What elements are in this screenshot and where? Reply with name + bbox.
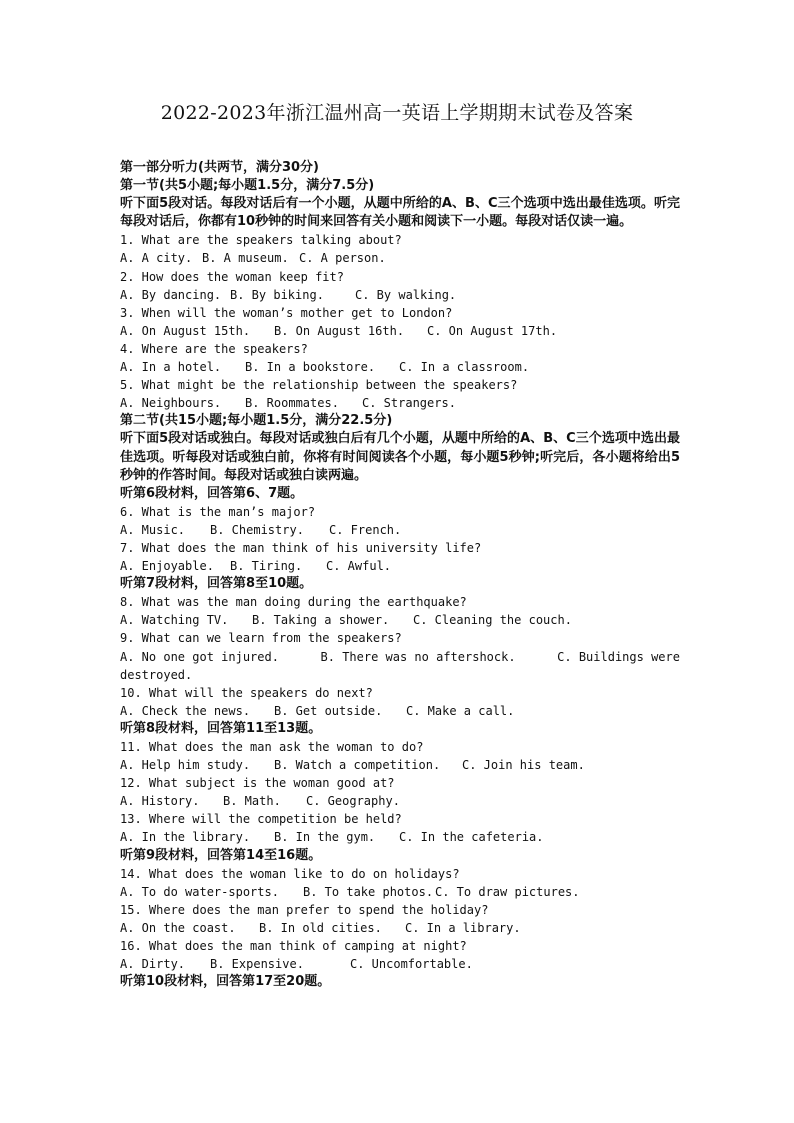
section-2-directions: 听下面5段对话或独白。每段对话或独白后有几个小题，从题中所给的A、B、C三个选项中选出最佳选项。听每段对话或独白前，你将有时间阅读各个小题，每小题5秒钟;听完后，各小题将给出5秒钟的作答时间。每段对话或独白读两遍。 — [120, 431, 680, 483]
option-c: C. French. — [329, 522, 402, 537]
question: 10. What will the speakers do next? — [120, 685, 373, 700]
option-b: B. Tiring. — [230, 559, 303, 574]
options — [120, 702, 680, 720]
options — [120, 955, 680, 973]
option-a: A. To do water-sports. — [120, 884, 279, 899]
question: 4. Where are the speakers? — [120, 341, 308, 356]
option-a: A. By dancing. — [120, 287, 222, 302]
question: 14. What does the woman like to do on holidays? — [120, 866, 460, 881]
option-a: A. A city. — [120, 251, 193, 266]
option-a: A. In the library. — [120, 830, 251, 845]
option-a: A. Neighbours. — [120, 396, 222, 411]
material-heading: 听第6段材料，回答第6、7题。 — [120, 485, 304, 501]
options — [120, 828, 680, 846]
exam-content — [120, 159, 680, 991]
option-b: B. In the gym. — [274, 830, 376, 845]
options — [120, 792, 680, 810]
option-a: A. Check the news. — [120, 703, 251, 718]
section-2-heading: 第二节(共15小题;每小题1.5分，满分22.5分) — [120, 413, 393, 429]
question: 16. What does the man think of camping at night? — [120, 939, 467, 954]
option-c: C. Make a call. — [406, 703, 515, 718]
part-heading: 第一部分听力(共两节，满分30分) — [120, 160, 319, 175]
option-b: B. Taking a shower. — [252, 613, 390, 628]
option-c: C. On August 17th. — [427, 323, 558, 338]
option-b: B. A museum. — [202, 251, 289, 266]
option-c: C. In a library. — [405, 920, 521, 935]
option-b: B. Get outside. — [274, 703, 383, 718]
option-b: B. To take photos. — [303, 884, 434, 899]
option-b: B. Chemistry. — [210, 522, 304, 537]
question: 6. What is the man’s major? — [120, 504, 316, 519]
page-title: 2022-2023年浙江温州高一英语上学期期末试卷及答案 — [160, 102, 634, 124]
section-1-directions: 听下面5段对话。每段对话后有一个小题，从题中所给的A、B、C三个选项中选出最佳选项。听完每段对话后，你都有10秒钟的时间来回答有关小题和阅读下一小题。每段对话仅读一遍。 — [120, 196, 680, 230]
question: 7. What does the man think of his university life? — [120, 540, 482, 555]
option-c: C. To draw pictures. — [435, 884, 580, 899]
option-c: C. Awful. — [326, 559, 392, 574]
question: 8. What was the man doing during the earthquake? — [120, 595, 467, 610]
options — [120, 521, 680, 539]
option-b: B. In old cities. — [259, 920, 382, 935]
option-b: B. Math. — [223, 794, 281, 809]
options — [120, 286, 680, 304]
options — [120, 322, 680, 340]
option-c: C. Cleaning the couch. — [413, 613, 572, 628]
option-c: C. A person. — [299, 251, 386, 266]
question: 5. What might be the relationship between the speakers? — [120, 378, 518, 393]
question: 12. What subject is the woman good at? — [120, 776, 395, 791]
option-c: C. In the cafeteria. — [399, 830, 544, 845]
option-a: A. Watching TV. — [120, 613, 229, 628]
option-c: C. In a classroom. — [399, 360, 530, 375]
option-a: A. Dirty. — [120, 957, 186, 972]
question: 9. What can we learn from the speakers? — [120, 631, 402, 646]
option-a: A. Music. — [120, 522, 186, 537]
option-b: B. In a bookstore. — [245, 360, 376, 375]
option-a: A. Help him study. — [120, 758, 251, 773]
material-heading: 听第9段材料，回答第14至16题。 — [120, 847, 322, 863]
options — [120, 249, 680, 267]
option-b: B. Roommates. — [245, 396, 339, 411]
question: 11. What does the man ask the woman to do? — [120, 740, 424, 754]
question: 1. What are the speakers talking about? — [120, 233, 402, 248]
option-b: B. Watch a competition. — [274, 758, 441, 773]
options — [120, 919, 680, 937]
option-a: A. Enjoyable. — [120, 559, 214, 574]
option-b: B. By biking. — [230, 287, 324, 302]
question: 15. Where does the man prefer to spend the holiday? — [120, 902, 489, 917]
options — [120, 557, 680, 575]
options — [120, 883, 680, 901]
option-b: B. There was no aftershock. — [320, 649, 516, 664]
option-a: A. On the coast. — [120, 920, 236, 935]
option-a: A. On August 15th. — [120, 323, 251, 338]
options — [120, 611, 680, 629]
option-c: C. By walking. — [355, 287, 457, 302]
option-c-continued: destroyed. — [120, 667, 193, 682]
section-1-heading: 第一节(共5小题;每小题1.5分，满分7.5分) — [120, 178, 375, 194]
option-a: A. No one got injured. — [120, 649, 279, 664]
material-heading: 听第7段材料，回答第8至10题。 — [120, 576, 313, 592]
question: 2. How does the woman keep fit? — [120, 269, 344, 284]
question: 3. When will the woman’s mother get to London? — [120, 305, 453, 320]
option-a: A. In a hotel. — [120, 360, 222, 375]
material-heading: 听第8段材料，回答第11至13题。 — [120, 720, 322, 736]
material-heading: 听第10段材料，回答第17至20题。 — [120, 974, 331, 990]
option-c: C. Geography. — [306, 794, 400, 809]
option-c: C. Strangers. — [362, 396, 456, 411]
question: 13. Where will the competition be held? — [120, 812, 402, 827]
options — [120, 648, 680, 666]
options — [120, 756, 680, 774]
option-b: B. On August 16th. — [274, 323, 405, 338]
option-b: B. Expensive. — [210, 957, 304, 972]
option-c: C. Join his team. — [462, 758, 585, 773]
option-c: C. Buildings were — [557, 649, 680, 664]
option-a: A. History. — [120, 794, 200, 809]
options — [120, 394, 680, 412]
options — [120, 358, 680, 376]
option-c: C. Uncomfortable. — [350, 957, 473, 972]
